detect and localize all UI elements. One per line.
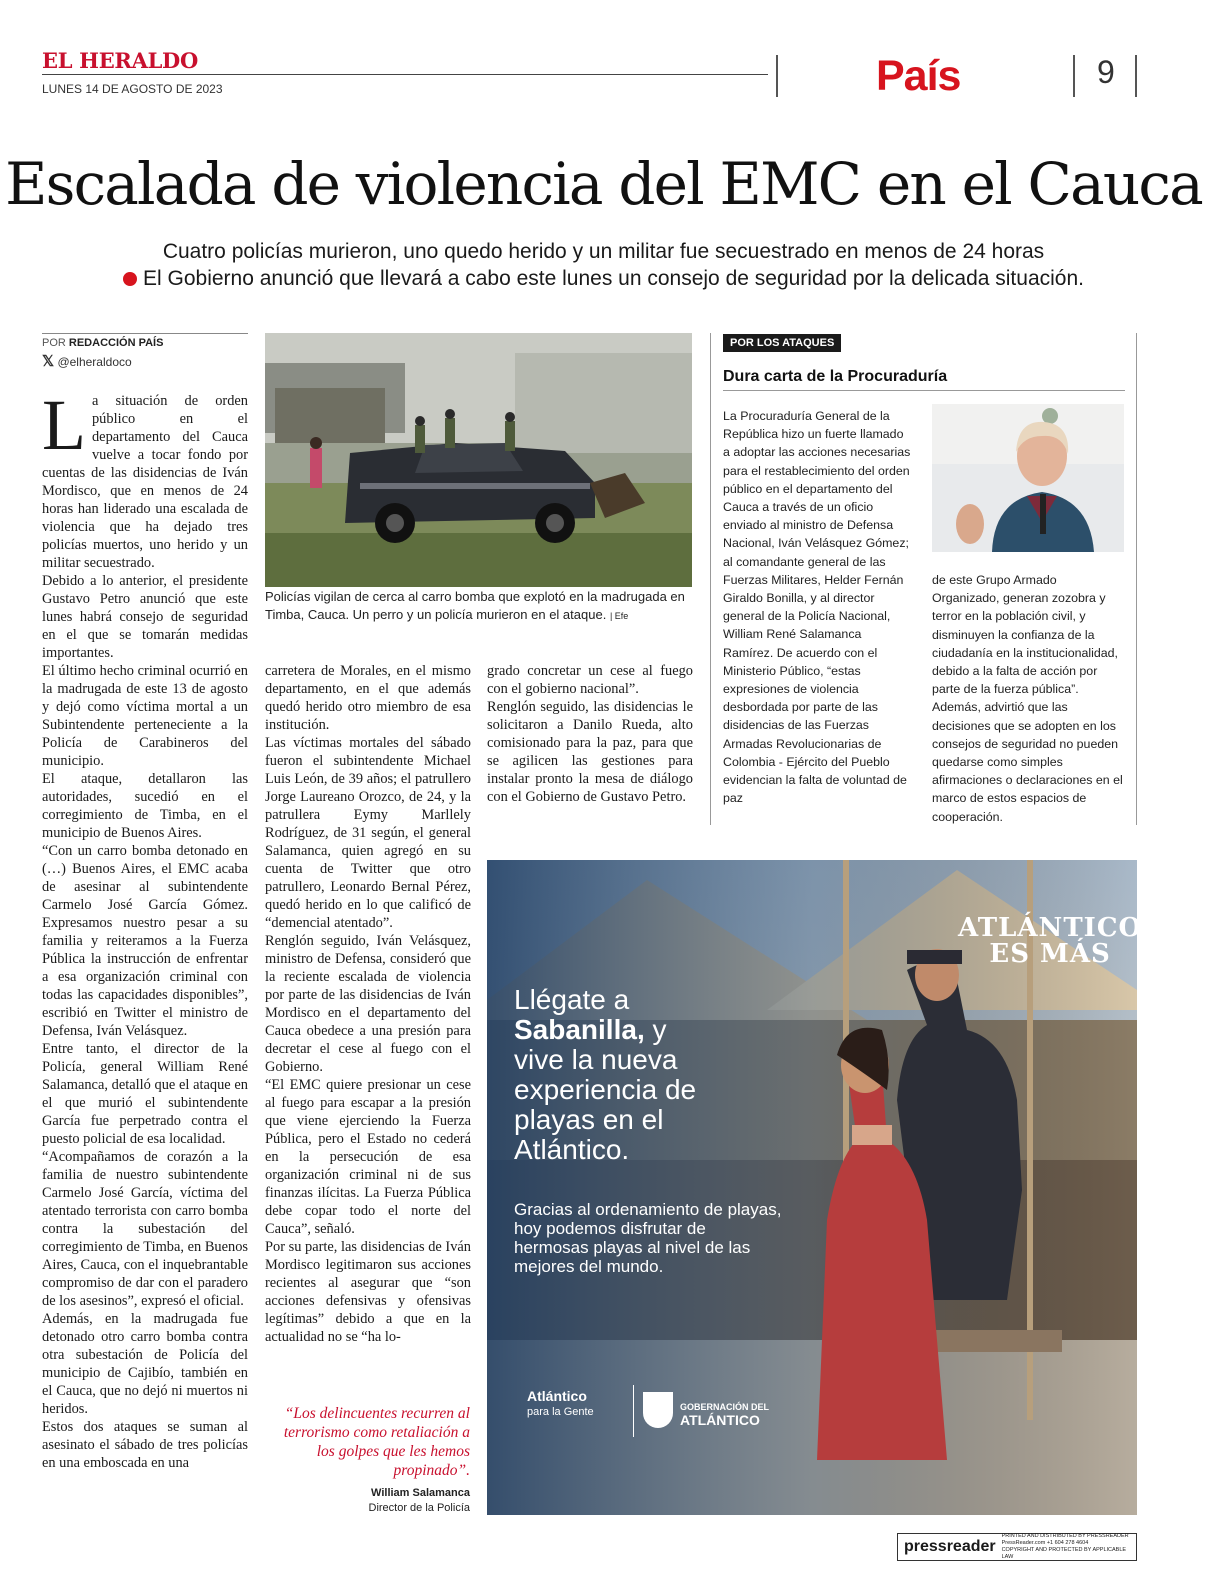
article-column-1 — [42, 385, 248, 1472]
header-divider — [776, 55, 778, 97]
paragraph: Renglón seguido, Iván Velásquez, ministro de Defensa, consideró que la reciente escalada de violencia por parte de las disidencias de Iván Mordisco en el departamento del Cauca obedece a una presión para decretar el cese al fuego con el Gobierno. — [265, 933, 471, 1075]
section-label: País — [876, 52, 961, 100]
quote-author-role: Director de la Policía — [368, 1502, 470, 1514]
masthead-rule — [42, 74, 768, 75]
pressreader-logo: pressreader — [904, 1538, 996, 1555]
article-subhead-1: Cuatro policías murieron, uno quedo herido y un militar fue secuestrado en menos de 24 horas — [162, 240, 1045, 263]
sidebar-border — [710, 333, 711, 825]
header-divider — [1073, 55, 1075, 97]
paragraph: Por su parte, las disidencias de Iván Mordisco legitimaron sus acciones recientes al asegurar que “son acciones defensivas y ofensivas legítimas” debido a que en la actualidad no se “ha lo- — [265, 1239, 471, 1345]
sidebar-title: Dura carta de la Procuraduría — [723, 368, 948, 385]
shield-icon — [643, 1392, 673, 1428]
quote-author: William Salamanca — [371, 1487, 470, 1499]
pull-quote: “Los delincuentes recurren al terrorismo como retaliación a los golpes que les hemos propinado”. — [283, 1405, 470, 1479]
byline: POR REDACCIÓN PAÍS — [42, 333, 248, 349]
footer-line: COPYRIGHT AND PROTECTED BY APPLICABLE LAW — [1001, 1547, 1127, 1560]
ad-brand-gobernacion-label: GOBERNACIÓN DEL — [680, 1402, 770, 1412]
ad-body-text: Gracias al ordenamiento de playas, hoy podemos disfrutar de hermosas playas al nivel de las mejores del mundo. — [514, 1200, 782, 1276]
paragraph: “Acompañamos de corazón a la familia de nuestro subintendente Carmelo José García, víctima del atentado terrorista con carro bomba contra la subestación del corregimiento de Timba, en Buenos Aires, Cauca, con el inquebrantable compromiso de dar con el paradero de los asesinos”, expresó el oficial. — [42, 1149, 248, 1309]
issue-date: LUNES 14 DE AGOSTO DE 2023 — [42, 82, 223, 96]
paragraph: Además, en la madrugada fue detonado otro carro bomba contra otra subestación de Policía del municipio de Cajibío, también en el Cauca, que no dejó ni muertos ni heridos. — [42, 1311, 248, 1417]
news-photo — [265, 333, 692, 587]
paragraph: grado concretar un cese al fuego con el gobierno nacional”. — [487, 663, 693, 697]
paragraph: Debido a lo anterior, el presidente Gustavo Petro anunció que este lunes habrá consejo de seguridad en el que se tomarán medidas importantes. — [42, 573, 248, 661]
sidebar-border — [1136, 333, 1137, 825]
sidebar-text-right: de este Grupo Armado Organizado, generan zozobra y terror en la población civil, y disminuyen la confianza de la ciudadanía en la institucionalidad, debido a la falta de acción por parte de la fuerza pública”. Además, advirtió que las decisiones que se adopten en los consejos de seguridad no pueden quedarse como simples afirmaciones o declaraciones en el marco de estos espacios de cooperación. — [932, 573, 1123, 824]
sidebar-text-left: La Procuraduría General de la República hizo un fuerte llamado a adoptar las acciones necesarias para el restablecimiento del orden público en el departamento del Cauca a través de un oficio enviado al ministro de Defensa Nacional, Iván Velásquez Gómez; al comandante general de las Fuerzas Militares, Helder Fernán Giraldo Bonilla, y al director general de la Policía Nacional, William René Salamanca Ramírez. De acuerdo con el Ministerio Público, “estas expresiones de violencia desbordada por parte de las disidencias de las Fuerzas Armadas Revolucionarias de Colombia - Ejército del Pueblo evidencian la falta de voluntad de paz — [723, 409, 911, 806]
footer-line: PressReader.com +1 604 278 4604 — [1001, 1540, 1089, 1546]
ad-logo-divider — [633, 1385, 634, 1437]
x-logo-icon: 𝕏 — [42, 353, 55, 370]
article-column-2 — [265, 662, 471, 1346]
article-column-3 — [487, 662, 693, 806]
article-headline: Escalada de violencia del EMC en el Cauca — [5, 150, 1202, 218]
ad-brand-atlantico-para-la-gente: Atlántico para la Gente — [527, 1388, 594, 1418]
paragraph: El ataque, detallaron las autoridades, sucedió en el corregimiento de Timba, en el municipio de Buenos Aires. — [42, 771, 248, 841]
paragraph: Estos dos ataques se suman al asesinato el sábado de tres policías en una emboscada en una — [42, 1419, 248, 1471]
header-divider — [1135, 55, 1137, 97]
masthead-logo: EL HERALDO — [42, 48, 198, 73]
ad-headline: Llégate a Sabanilla, y vive la nueva experiencia de playas en el Atlántico. — [514, 984, 697, 1165]
pressreader-footer[interactable] — [897, 1533, 1137, 1561]
sidebar-title-rule — [723, 390, 1125, 391]
drop-cap: L — [42, 385, 86, 465]
paragraph: Las víctimas mortales del sábado fueron el subintendente Michael Luis León, de 39 años; el patrullero Jorge Laureano Orozco, de 24, y la patrullera Eymy Marllely Rodríguez, de 31 según, el general Salamanca, quien agregó en su cuenta de Twitter que otro patrullero, Leonardo Bernal Pérez, quedó herido en lo que calificó de “demencial atentado”. — [265, 735, 471, 931]
ad-brand-gobernacion-name: ATLÁNTICO — [680, 1412, 760, 1428]
bullet-dot-icon — [123, 272, 137, 286]
sidebar-tag: POR LOS ATAQUES — [723, 334, 841, 352]
paragraph: “Con un carro bomba detonado en (…) Buenos Aires, el EMC acaba de asesinar al subintendente Carmelo José García Gómez. Expresamos nuestro pesar a su familia y reiteramos a la Fuerza Pública la instrucción de enfrentar a esa organización criminal con todas las capacidades disponibles”, escribió en Twitter el ministro de Defensa, Iván Velásquez. — [42, 843, 248, 1039]
article-subhead-2: El Gobierno anunció que llevará a cabo este lunes un consejo de seguridad por la delicada situación. — [0, 267, 1207, 291]
paragraph: a situación de orden público en el departamento del Cauca vuelve a tocar fondo por cuentas de las disidencias de Iván Mordisco, que en menos de 24 horas han liderado una escalada de violencia que ha dejado tres policías muertos, uno herido y un militar secuestrado. — [42, 393, 248, 571]
official-portrait-photo — [932, 404, 1124, 552]
photo-caption: Policías vigilan de cerca al carro bomba que explotó en la madrugada en Timba, Cauca. Un perro y un policía murieron en el ataque. | Efe — [265, 589, 685, 622]
paragraph: Renglón seguido, las disidencias le solicitaron a Danilo Rueda, alto comisionado para la paz, para que se agilicen las gestiones para instalar pronto la mesa de diálogo con el Gobierno de Gustavo Petro. — [487, 699, 693, 805]
twitter-handle[interactable]: 𝕏 @elheraldoco — [42, 353, 132, 370]
paragraph: El último hecho criminal ocurrió en la madrugada de este 13 de agosto y dejó como víctima mortal a un Subintendente perteneciente a la Policía de Carabineros del municipio. — [42, 663, 248, 769]
paragraph: Entre tanto, el director de la Policía, general William René Salamanca, detalló que el ataque en el que murió el subintendente García fue perpetrado contra el puesto policial de esa localidad. — [42, 1041, 248, 1147]
paragraph: carretera de Morales, en el mismo departamento, en el que además quedó herido otro miembro de esa institución. — [265, 663, 471, 733]
paragraph: “El EMC quiere presionar un cese al fuego para escapar a la presión que viene ejerciendo la Fuerza Pública, pero el Estado no cederá en la persecución de esa organización criminal ni de sus finanzas ilícitas. La Fuerza Pública debe copar todo el norte del Cauca”, señaló. — [265, 1077, 471, 1237]
footer-line: PRINTED AND DISTRIBUTED BY PRESSREADER — [1001, 1533, 1129, 1539]
page-number: 9 — [1097, 54, 1115, 90]
ad-campaign-logo: ATLÁNTICO ES MÁS — [958, 913, 1143, 969]
